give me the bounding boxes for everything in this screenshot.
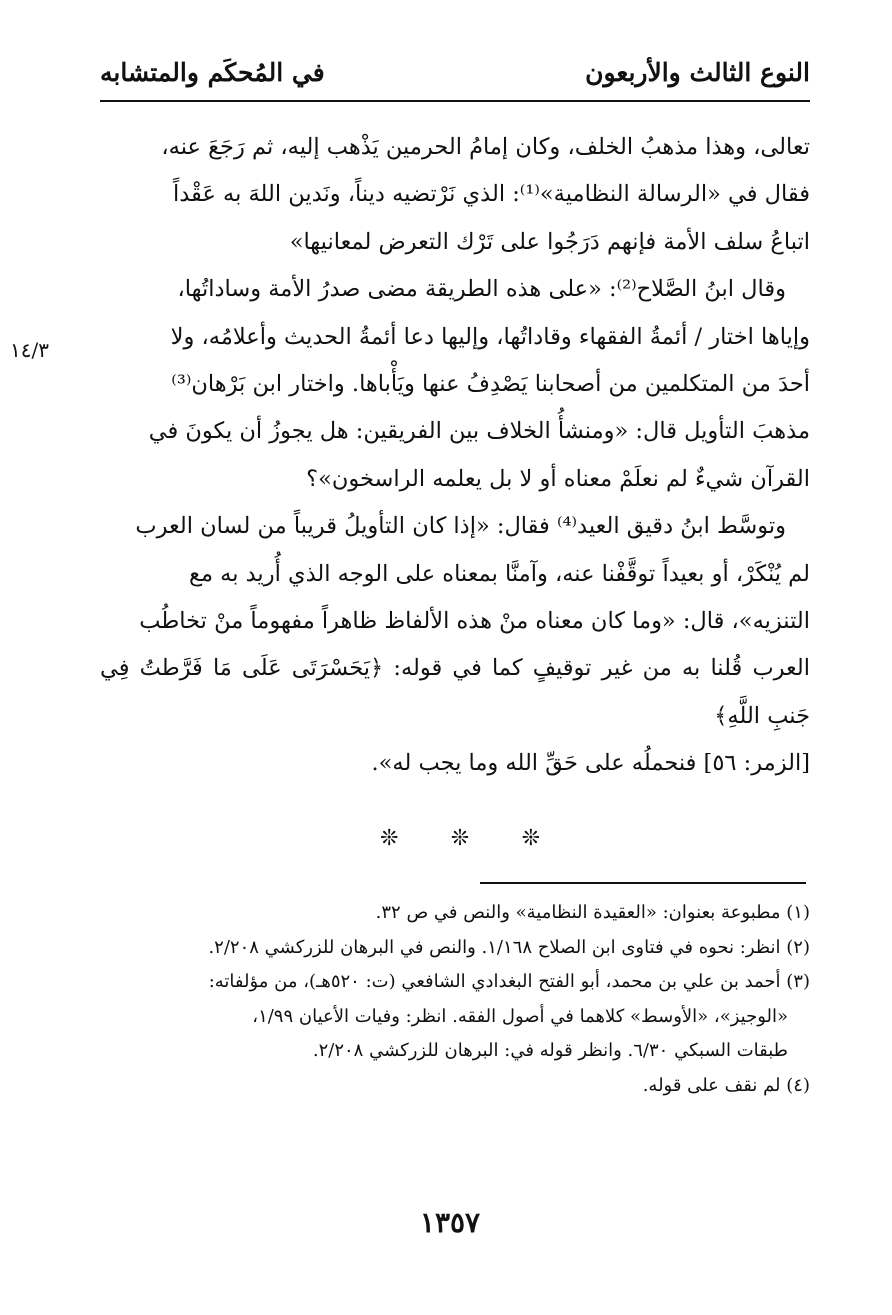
footnote-rule [480,882,806,884]
text-line: أحدَ من المتكلمين من أصحابنا يَصْدِفُ عنها ويَأْباها. واختار ابن بَرْهان⁽³⁾ [171,371,810,398]
asterism-icon: ❊ [380,826,399,851]
text-line: اتباعُ سلف الأمة فإنهم دَرَجُوا على تَرْك التعرض لمعانيها» [289,228,810,255]
footnote: (٤) لم نقف على قوله. [642,1074,810,1096]
asterism-icon: ❊ [521,826,540,851]
chapter-title: النوع الثالث والأربعون [585,57,810,87]
section-title: في المُحكَم والمتشابه [100,57,325,87]
text-line: وتوسَّط ابنُ دقيق العيد⁽⁴⁾ فقال: «إذا كان التأويلُ قريباً من لسان العرب [135,513,786,540]
text-line: فقال في «الرسالة النظامية»⁽¹⁾: الذي نَرْتضيه ديناً، ونَدين اللهَ به عَقْداً [173,181,810,208]
page-number: ١٣٥٧ [419,1206,481,1239]
text-line: [الزمر: ٥٦] فنحملُه على حَقِّ الله وما يجب له». [371,750,810,777]
footnote: (١) مطبوعة بعنوان: «العقيدة النظامية» والنص في ص ٣٢. [375,902,810,923]
margin-page-reference: ١٤/٣ [10,338,49,362]
running-header [100,52,810,92]
text-line: وإياها اختار / أئمةُ الفقهاء وقاداتُها، وإليها دعا أئمةُ الحديث وأعلامُه، ولا [170,323,810,350]
text-line: لم يُنْكَرْ، أو بعيداً توقَّفْنا عنه، وآمنَّا بمعناه على الوجه الذي أُريد به مع [188,560,810,587]
asterism-icon: ❊ [450,826,470,851]
text-line: وقال ابنُ الصَّلاح⁽²⁾: «على هذه الطريقة مضى صدرُ الأمة وساداتُها، [177,276,786,303]
section-separator [380,826,540,851]
text-line: العرب قُلنا به من غير توقيفٍ كما في قوله: ﴿يَحَسْرَتَى عَلَى مَا فَرَّطتُ فِي جَنبِ اللَّهِ﴾ [100,655,810,729]
footnote-continuation: «الوجيز»، «الأوسط» كلاهما في أصول الفقه. انظر: وفيات الأعيان ١/٩٩، [252,1005,788,1027]
text-line: تعالى، وهذا مذهبُ الخلف، وكان إمامُ الحرمين يَذْهب إليه، ثم رَجَعَ عنه، [161,134,810,160]
header-rule [100,100,810,102]
text-line: القرآن شيءٌ لم نعلَمْ معناه أو لا بل يعلمه الراسخون»؟ [306,465,810,492]
footnote-continuation: طبقات السبكي ٦/٣٠. وانظر قوله في: البرهان للزركشي ٢/٢٠٨. [312,1040,788,1061]
main-text [100,124,810,788]
text-line: مذهبَ التأويل قال: «ومنشأُ الخلاف بين الفريقين: هل يجوزُ أن يكونَ في [148,418,810,445]
footnotes [100,896,810,1103]
text-line: التنزيه»، قال: «وما كان معناه منْ هذه الألفاظ ظاهراً مفهوماً منْ تخاطُب [139,608,810,635]
footnote: (٢) انظر: نحوه في فتاوى ابن الصلاح ١/١٦٨. والنص في البرهان للزركشي ٢/٢٠٨. [208,936,810,958]
footnote: (٣) أحمد بن علي بن محمد، أبو الفتح البغدادي الشافعي (ت: ٥٢٠هـ)، من مؤلفاته: [208,971,810,992]
